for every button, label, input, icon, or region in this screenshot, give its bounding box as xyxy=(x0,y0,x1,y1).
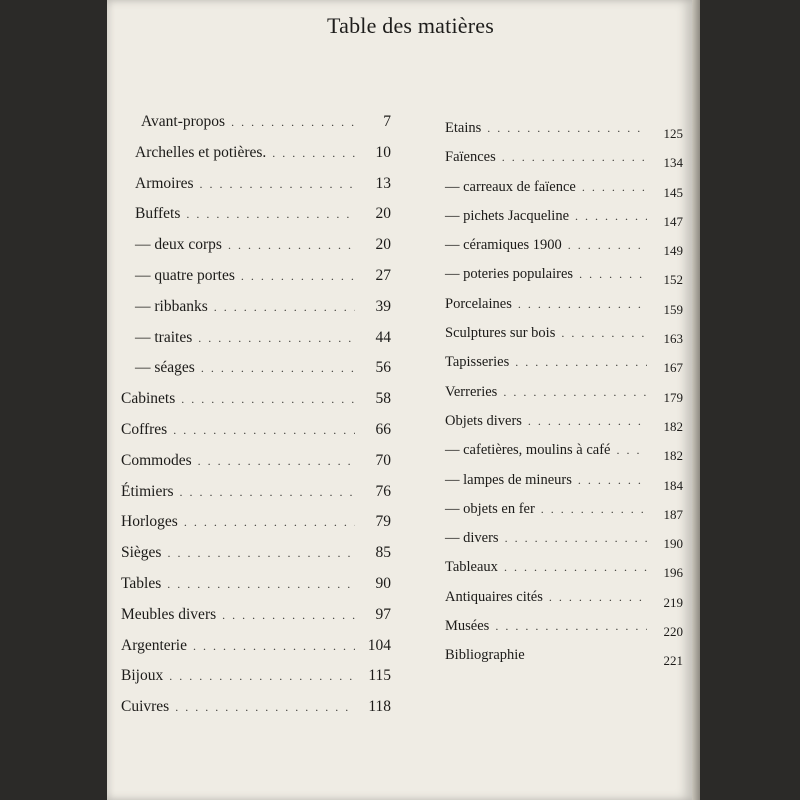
toc-entry-label: — carreaux de faïence xyxy=(445,178,576,195)
dot-leader xyxy=(518,297,647,312)
toc-right-column xyxy=(445,120,683,677)
toc-entry-label: — traites xyxy=(135,328,193,346)
toc-entry xyxy=(445,325,683,354)
toc-entry-page: 27 xyxy=(375,266,391,284)
toc-entry-page: 125 xyxy=(663,126,683,141)
dot-leader xyxy=(503,385,647,400)
toc-entry-page: 163 xyxy=(663,331,683,347)
page-title: Table des matières xyxy=(327,13,494,38)
toc-entry-label: Cabinets xyxy=(121,390,176,408)
toc-entry-label: — lampes de mineurs xyxy=(445,471,572,488)
dot-leader xyxy=(515,355,647,370)
toc-entry-page: 58 xyxy=(375,390,391,408)
toc-entry-label: — divers xyxy=(445,530,499,547)
toc-entry xyxy=(121,637,391,668)
toc-entry xyxy=(445,266,683,295)
toc-entry xyxy=(121,698,391,729)
toc-entry-label: Antiquaires cités xyxy=(445,588,543,605)
toc-entry xyxy=(121,667,391,698)
toc-entry-label: Coffres xyxy=(121,420,168,438)
toc-entry-page: 13 xyxy=(375,174,391,192)
toc-entry-label: Verreries xyxy=(445,383,498,400)
toc-entry-label: — quatre portes xyxy=(135,266,235,284)
dot-leader xyxy=(184,515,355,530)
toc-entry xyxy=(445,559,683,588)
toc-entry-page: 190 xyxy=(663,536,683,552)
toc-entry-page: 20 xyxy=(375,205,391,223)
book-page xyxy=(107,0,692,800)
dot-leader xyxy=(582,180,647,195)
dot-leader xyxy=(241,269,355,284)
dot-leader xyxy=(579,267,647,282)
toc-entry xyxy=(121,452,391,483)
dot-leader xyxy=(200,177,355,192)
toc-entry xyxy=(121,267,391,298)
toc-entry-page: 145 xyxy=(663,184,683,200)
toc-entry xyxy=(445,354,683,383)
toc-entry-label: Musées xyxy=(445,618,490,635)
toc-entry-label: Avant-propos xyxy=(141,113,226,130)
toc-entry-page: 184 xyxy=(663,477,683,493)
toc-entry-page: 104 xyxy=(367,636,391,654)
dot-leader xyxy=(528,414,647,429)
toc-entry-page: 115 xyxy=(368,667,391,685)
toc-entry-label: Horloges xyxy=(121,513,178,531)
dot-leader xyxy=(186,207,355,222)
toc-entry xyxy=(445,413,683,442)
dot-leader xyxy=(231,115,355,130)
dot-leader xyxy=(175,700,355,715)
toc-entry-page: 149 xyxy=(663,243,683,259)
dot-leader xyxy=(173,423,355,438)
toc-entry xyxy=(121,606,391,637)
toc-entry-label: — poteries populaires xyxy=(445,266,574,283)
dot-leader xyxy=(505,531,647,546)
toc-entry-label: Étimiers xyxy=(121,482,174,500)
toc-entry-label: Etains xyxy=(445,120,482,136)
dot-leader xyxy=(222,608,355,623)
toc-entry-label: Faïences xyxy=(445,149,496,166)
toc-entry-page: 147 xyxy=(663,213,683,229)
toc-entry-page: 20 xyxy=(375,236,391,254)
dot-leader xyxy=(495,619,647,634)
toc-left-column xyxy=(121,113,391,729)
toc-entry-page: 7 xyxy=(383,113,391,130)
toc-entry-label: Tapisseries xyxy=(445,354,510,371)
dot-leader xyxy=(198,454,355,469)
toc-entry xyxy=(121,175,391,206)
toc-entry xyxy=(445,618,683,647)
dot-leader xyxy=(167,546,355,561)
toc-entry xyxy=(445,120,683,149)
toc-entry xyxy=(121,329,391,360)
dot-leader xyxy=(167,577,355,592)
toc-entry-page: 90 xyxy=(375,574,391,592)
toc-entry-page: 97 xyxy=(375,605,391,623)
toc-entry-label: — séages xyxy=(135,359,195,377)
toc-entry-label: — cafetières, moulins à café xyxy=(445,442,611,459)
toc-entry-label: Sièges xyxy=(121,544,162,562)
toc-entry-label: Armoires xyxy=(135,174,194,192)
toc-entry-page: 182 xyxy=(663,418,683,434)
toc-entry-label: — deux corps xyxy=(135,236,222,254)
dot-leader xyxy=(181,392,355,407)
toc-entry xyxy=(445,501,683,530)
toc-entry-page: 196 xyxy=(663,565,683,581)
dot-leader xyxy=(616,443,647,458)
dot-leader xyxy=(502,150,647,165)
dot-leader xyxy=(561,326,647,341)
toc-entry xyxy=(445,296,683,325)
toc-entry xyxy=(445,647,683,676)
toc-entry-label: Commodes xyxy=(121,451,192,469)
toc-entry-page: 10 xyxy=(375,143,391,161)
toc-entry-page: 187 xyxy=(663,506,683,522)
toc-entry-label: Buffets xyxy=(135,205,181,223)
toc-entry xyxy=(121,144,391,175)
toc-entry-page: 85 xyxy=(375,544,391,562)
toc-entry-page: 221 xyxy=(663,653,683,669)
toc-entry-page: 152 xyxy=(663,272,683,288)
toc-entry-label: Archelles et potières. xyxy=(135,143,267,161)
toc-entry xyxy=(121,544,391,575)
toc-entry xyxy=(121,205,391,236)
toc-entry-page: 134 xyxy=(663,155,683,171)
toc-entry-label: — pichets Jacqueline xyxy=(445,207,570,224)
toc-entry-label: Cuivres xyxy=(121,698,170,716)
toc-entry xyxy=(121,359,391,390)
toc-entry-page: 118 xyxy=(368,698,391,716)
dot-leader xyxy=(201,361,355,376)
dot-leader xyxy=(272,146,355,161)
dot-leader xyxy=(549,590,647,605)
toc-entry-page: 44 xyxy=(375,328,391,346)
toc-entry xyxy=(445,208,683,237)
toc-entry-label: Argenterie xyxy=(121,636,187,654)
toc-entry-label: — céramiques 1900 xyxy=(445,237,562,254)
toc-entry-label: Tables xyxy=(121,574,162,592)
toc-entry-page: 179 xyxy=(663,389,683,405)
toc-entry-page: 182 xyxy=(663,448,683,464)
toc-entry-label: Bibliographie xyxy=(445,647,525,664)
toc-entry-page: 56 xyxy=(375,359,391,377)
toc-entry xyxy=(445,149,683,178)
toc-entry-label: Sculptures sur bois xyxy=(445,325,556,342)
dot-leader xyxy=(578,473,647,488)
toc-entry-label: Bijoux xyxy=(121,667,164,685)
toc-entry-page: 220 xyxy=(663,624,683,640)
toc-entry-page: 159 xyxy=(663,301,683,317)
dot-leader xyxy=(541,502,647,517)
toc-entry xyxy=(445,442,683,471)
toc-entry-page: 39 xyxy=(375,297,391,315)
toc-entry xyxy=(445,384,683,413)
toc-entry xyxy=(121,113,391,144)
toc-entry-page: 167 xyxy=(663,360,683,376)
dot-leader xyxy=(487,121,647,136)
dot-leader xyxy=(575,209,647,224)
toc-entry-page: 66 xyxy=(375,420,391,438)
toc-entry xyxy=(445,530,683,559)
toc-entry xyxy=(121,421,391,452)
toc-entry-label: Objets divers xyxy=(445,412,522,429)
toc-entry-page: 70 xyxy=(375,451,391,469)
toc-entry xyxy=(121,390,391,421)
toc-entry xyxy=(445,237,683,266)
toc-entry-page: 79 xyxy=(375,513,391,531)
page-edge xyxy=(692,0,700,800)
toc-entry xyxy=(445,589,683,618)
toc-entry xyxy=(121,236,391,267)
dot-leader xyxy=(214,300,355,315)
dot-leader xyxy=(193,639,355,654)
dot-leader xyxy=(568,238,647,253)
toc-entry-label: Porcelaines xyxy=(445,295,512,312)
dot-leader xyxy=(504,560,647,575)
toc-entry-page: 219 xyxy=(663,594,683,610)
toc-entry-label: Tableaux xyxy=(445,559,498,576)
toc-entry-label: — ribbanks xyxy=(135,297,208,315)
dot-leader xyxy=(198,331,355,346)
toc-entry xyxy=(121,298,391,329)
dot-leader xyxy=(180,485,355,500)
dot-leader xyxy=(169,669,355,684)
toc-entry xyxy=(121,483,391,514)
toc-entry-page: 76 xyxy=(375,482,391,500)
toc-entry-label: — objets en fer xyxy=(445,500,535,517)
toc-entry xyxy=(121,513,391,544)
toc-entry-label: Meubles divers xyxy=(121,605,217,623)
toc-entry xyxy=(445,179,683,208)
toc-entry xyxy=(121,575,391,606)
dot-leader xyxy=(228,238,355,253)
toc-entry xyxy=(445,472,683,501)
